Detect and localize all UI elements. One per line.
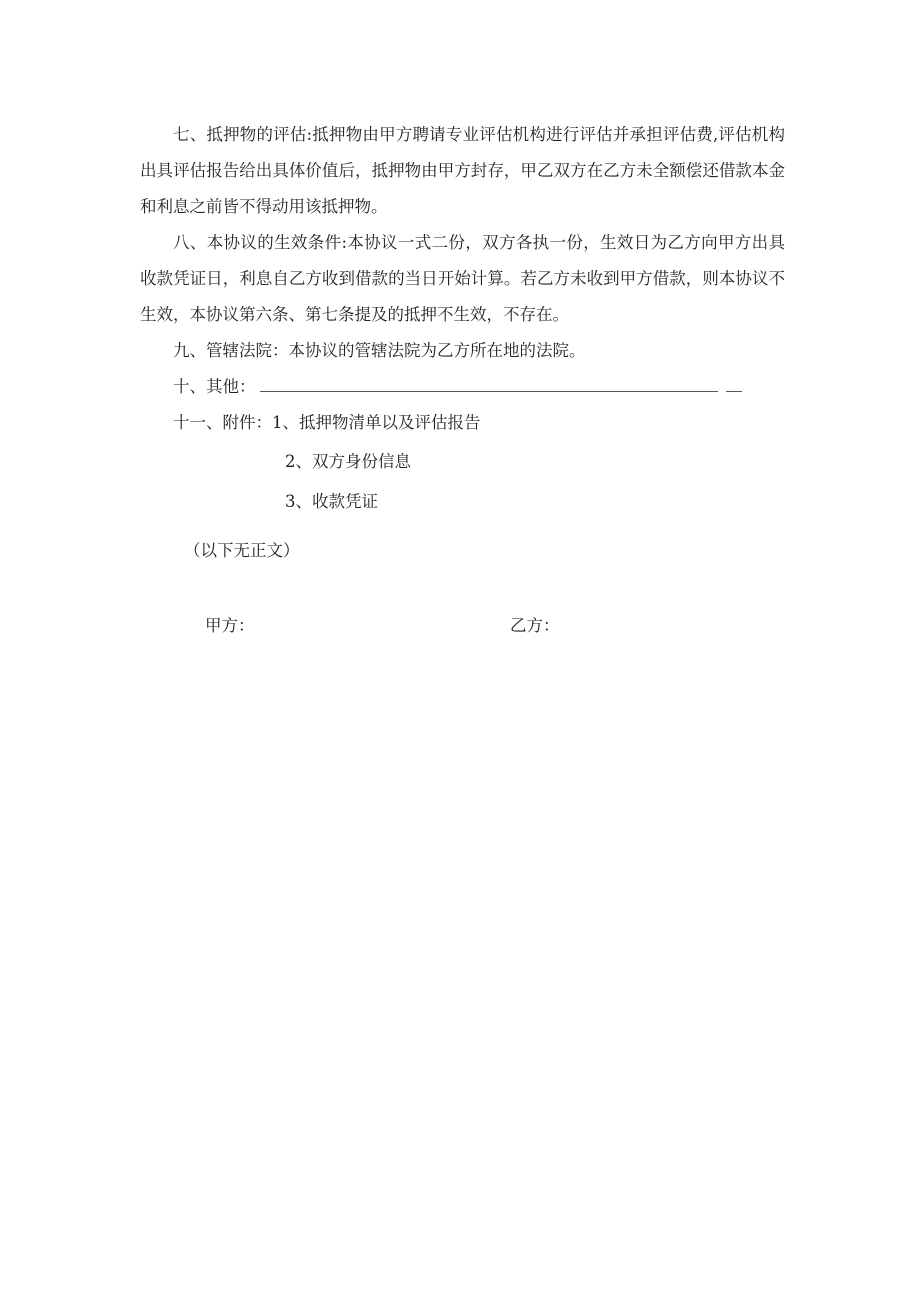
party-b-signature-label: 乙方： xyxy=(510,616,560,635)
other-terms-blank-line xyxy=(260,371,718,392)
clause-7-collateral-evaluation: 七、抵押物的评估:抵押物由甲方聘请专业评估机构进行评估并承担评估费,评估机构出具评估报告给出具体价值后，抵押物由甲方封存，甲乙双方在乙方未全额偿还借款本金和利息之前皆不得动用该抵押物。 xyxy=(140,125,785,216)
other-terms-blank-line-end xyxy=(726,371,742,392)
end-of-text-note: （以下无正文） xyxy=(184,541,300,560)
clause-8-effective-conditions: 八、本协议的生效条件:本协议一式二份，双方各执一份，生效日为乙方向甲方出具收款凭证日，利息自乙方收到借款的当日开始计算。若乙方未收到甲方借款，则本协议不生效，本协议第六条、第七条提及的抵押不生效，不存在。 xyxy=(140,233,785,324)
clause-9-jurisdiction: 九、管辖法院：本协议的管辖法院为乙方所在地的法院。 xyxy=(173,341,586,360)
attachment-item-3: 3、收款凭证 xyxy=(285,492,378,511)
clause-11-attachments: 十一、附件：1、抵押物清单以及评估报告 xyxy=(173,413,481,432)
party-a-signature-label: 甲方： xyxy=(205,616,255,635)
clause-10-other xyxy=(173,369,742,405)
clause-10-label: 十、其他： xyxy=(173,377,256,396)
attachment-item-2: 2、双方身份信息 xyxy=(285,452,411,471)
